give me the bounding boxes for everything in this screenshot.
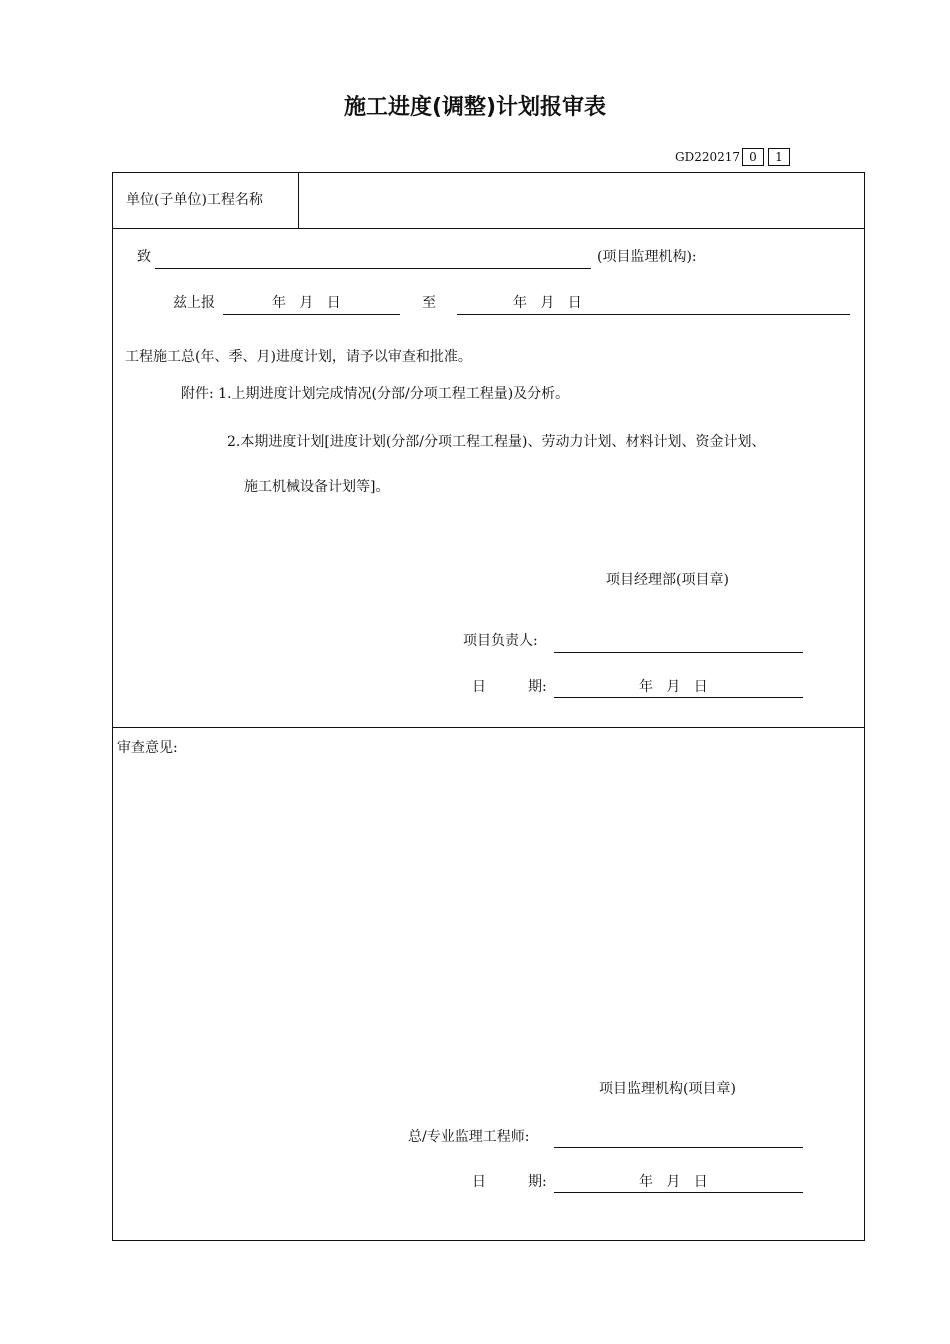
project-name-input[interactable] [305, 184, 859, 222]
pm-seal-label: 项目经理部(项目章) [606, 572, 729, 588]
form-code-box-1: 0 [742, 148, 764, 166]
statement: 工程施工总(年、季、月)进度计划，请予以审查和批准。 [125, 349, 472, 365]
responsible-label: 项目负责人: [463, 633, 538, 649]
page-title: 施工进度(调整)计划报审表 [343, 95, 607, 120]
review-date-value: 年 月 日 [639, 1174, 708, 1190]
to-suffix: (项目监理机构): [597, 249, 697, 265]
engineer-label: 总/专业监理工程师: [408, 1129, 530, 1145]
form-code-box-2: 1 [768, 148, 790, 166]
attachment-2-continued: 施工机械设备计划等]。 [244, 479, 390, 495]
pm-date-value: 年 月 日 [639, 679, 708, 695]
attachment-1: 附件: 1.上期进度计划完成情况(分部/分项工程工程量)及分析。 [181, 386, 570, 402]
pm-date-label-a: 日 [472, 679, 486, 695]
review-date-label-b: 期: [528, 1174, 547, 1190]
from-date-field[interactable] [223, 314, 400, 315]
to-date-field[interactable] [457, 314, 850, 315]
form-table [112, 172, 865, 1241]
review-opinion-input[interactable] [117, 765, 861, 1069]
pm-date-label-b: 期: [528, 679, 547, 695]
attachment-2: 2.本期进度计划[进度计划(分部/分项工程工程量)、劳动力计划、材料计划、资金计划、 [227, 434, 766, 450]
responsible-signature-field[interactable] [554, 652, 803, 653]
engineer-signature-field[interactable] [554, 1147, 803, 1148]
report-label: 兹上报 [173, 295, 215, 311]
from-date: 年 月 日 [272, 295, 341, 311]
supervision-seal-label: 项目监理机构(项目章) [599, 1081, 736, 1097]
divider-review [112, 727, 864, 728]
project-name-label: 单位(子单位)工程名称 [126, 192, 263, 208]
to-recipient-field[interactable] [155, 268, 591, 269]
pm-date-field[interactable] [554, 697, 803, 698]
divider-header [112, 228, 864, 229]
to-label: 致 [137, 249, 151, 265]
review-date-label-a: 日 [472, 1174, 486, 1190]
to-date: 年 月 日 [513, 295, 582, 311]
divider-name-column [298, 172, 299, 229]
review-date-field[interactable] [554, 1192, 803, 1193]
to-word: 至 [422, 295, 436, 311]
form-code: GD220217 [675, 150, 741, 164]
review-opinion-label: 审查意见: [117, 740, 178, 756]
